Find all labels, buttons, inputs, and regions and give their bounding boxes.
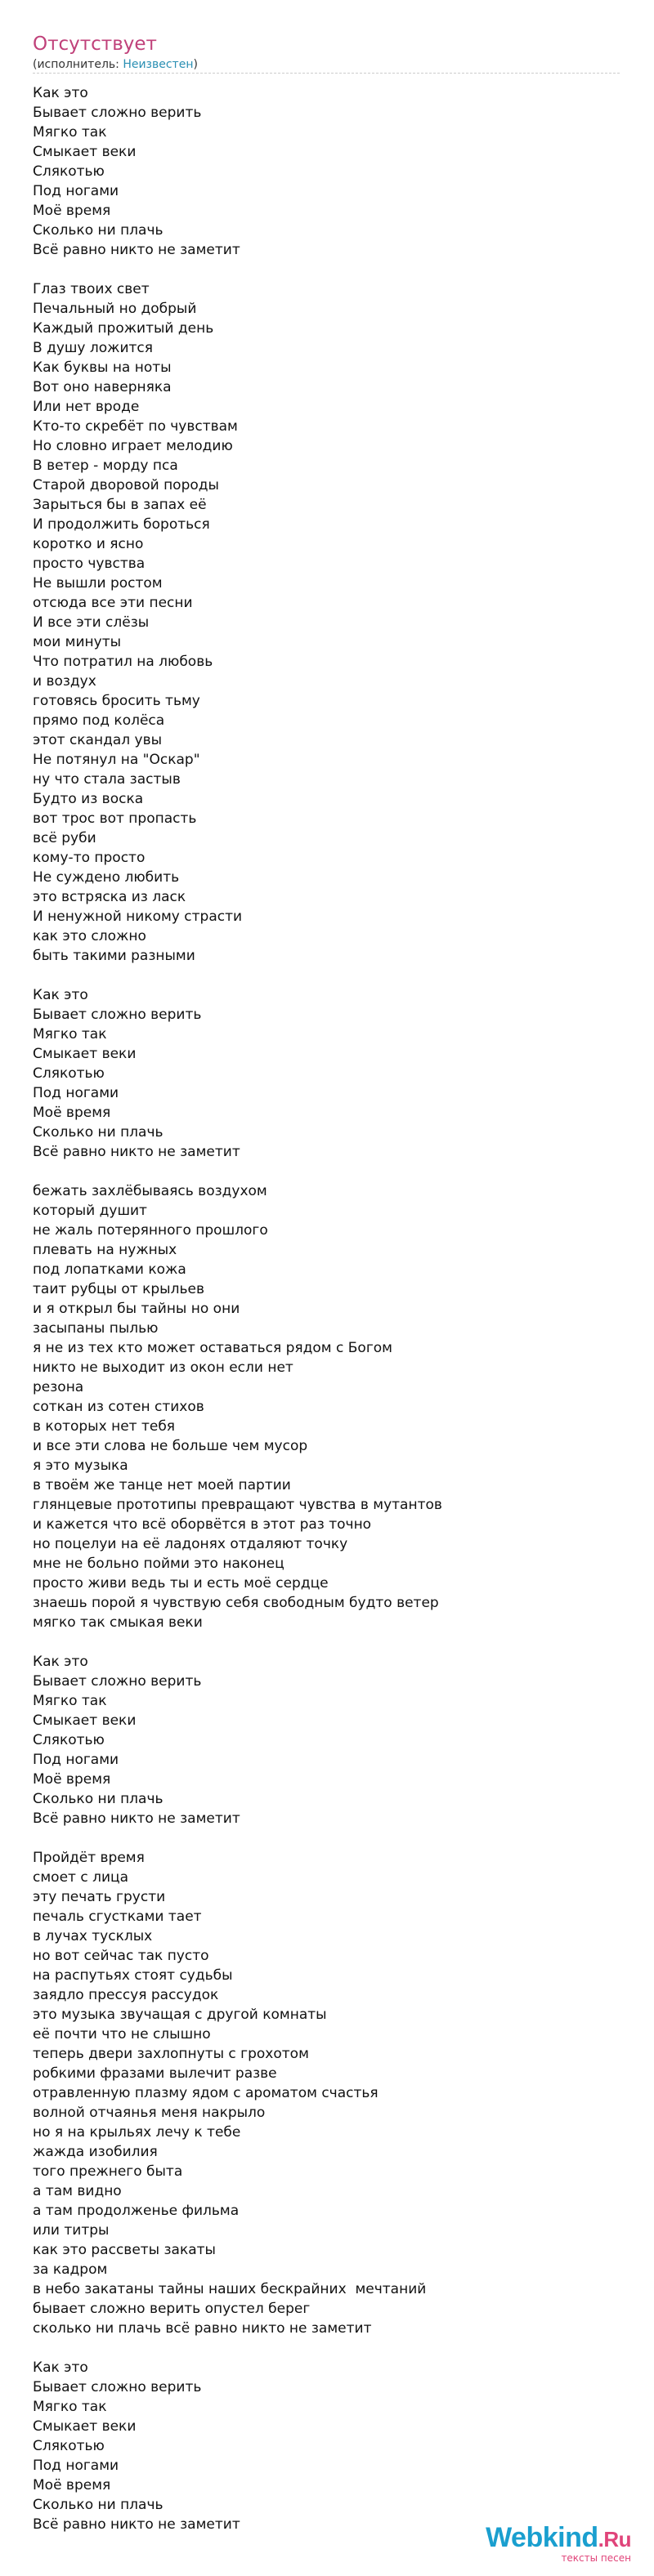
lyric-line: Мягко так [33, 124, 107, 141]
artist-link[interactable]: Неизвестен [123, 58, 194, 71]
subtitle-prefix: (исполнитель: [33, 58, 123, 71]
lyric-line: знаешь порой я чувствую себя свободным будто ветер [33, 1595, 439, 1611]
lyric-line: я не из тех кто может оставаться рядом с Богом [33, 1340, 392, 1356]
lyric-line: Под ногами [33, 183, 119, 199]
lyric-line: Бывает сложно верить [33, 2379, 202, 2395]
lyric-line: мне не больно пойми это наконец [33, 1556, 284, 1572]
lyric-line: всё руби [33, 830, 96, 846]
lyric-line: Сколько ни плачь [33, 222, 164, 239]
lyric-line: Всё равно никто не заметит [33, 1144, 240, 1160]
lyric-line: волной отчаянья меня накрыло [33, 2105, 266, 2121]
song-title: Отсутствует [33, 33, 157, 55]
lyric-line: на распутьях стоят судьбы [33, 1967, 233, 1984]
logo-main-text: Webkind [486, 2522, 598, 2553]
lyric-line: Как это [33, 987, 88, 1003]
lyric-line: Моё время [33, 2477, 111, 2493]
lyric-line: под лопатками кожа [33, 1261, 186, 1278]
lyric-line: никто не выходит из окон если нет [33, 1359, 293, 1376]
lyric-line: соткан из сотен стихов [33, 1399, 204, 1415]
lyric-line: просто живи ведь ты и есть моё сердце [33, 1575, 329, 1592]
lyric-line: смоет с лица [33, 1869, 128, 1886]
lyric-line: готовясь бросить тьму [33, 693, 200, 709]
lyric-line: Сколько ни плачь [33, 2497, 164, 2513]
lyric-line: отсюда все эти песни [33, 595, 193, 611]
lyric-line: Бывает сложно верить [33, 105, 202, 121]
lyric-line: Как это [33, 2359, 88, 2376]
lyric-line: И ненужной никому страсти [33, 909, 243, 925]
stanza-break [33, 1162, 629, 1181]
lyric-line: просто чувства [33, 556, 146, 572]
stanza-break [33, 1828, 629, 1848]
lyric-line: её почти что не слышно [33, 2026, 211, 2042]
lyric-line: Как буквы на ноты [33, 359, 172, 376]
lyric-line: как это рассветы закаты [33, 2242, 216, 2258]
lyric-line: Не потянул на "Оскар" [33, 752, 200, 768]
lyric-line: Смыкает веки [33, 1712, 137, 1729]
lyric-line: за кадром [33, 2261, 108, 2278]
lyric-line: И продолжить бороться [33, 516, 210, 533]
lyric-line: и воздух [33, 673, 96, 690]
site-logo[interactable] [486, 2523, 631, 2564]
lyric-line: Слякотью [33, 1065, 105, 1082]
lyric-line: не жаль потерянного прошлого [33, 1222, 268, 1239]
lyric-line: это музыка звучащая с другой комнаты [33, 2007, 327, 2023]
lyric-line: И все эти слёзы [33, 614, 150, 631]
lyric-line: в которых нет тебя [33, 1418, 176, 1435]
lyric-line: этот скандал увы [33, 732, 163, 748]
lyric-line: Как это [33, 1654, 88, 1670]
subtitle-suffix: ) [193, 58, 198, 71]
logo-wordmark [486, 2523, 631, 2554]
lyric-line: но я на крыльях лечу к тебе [33, 2124, 241, 2141]
lyric-line: глянцевые прототипы превращают чувства в мутантов [33, 1497, 442, 1513]
lyric-line: который душит [33, 1203, 147, 1219]
lyric-line: Старой дворовой породы [33, 477, 219, 493]
lyric-line: Мягко так [33, 2399, 107, 2415]
lyric-line: прямо под колёса [33, 712, 165, 729]
lyric-line: Моё время [33, 1771, 111, 1788]
lyric-line: и кажется что всё оборвётся в этот раз точно [33, 1516, 372, 1533]
lyric-line: Смыкает веки [33, 144, 137, 160]
lyric-line: вот трос вот пропасть [33, 810, 197, 827]
lyric-line: Зарыться бы в запах её [33, 497, 207, 513]
lyric-line: Под ногами [33, 1085, 119, 1101]
lyric-line: Кто-то скребёт по чувствам [33, 418, 238, 435]
lyric-line: Печальный но добрый [33, 301, 197, 317]
lyric-line: а там видно [33, 2183, 122, 2199]
lyric-line: Сколько ни плачь [33, 1791, 164, 1807]
lyric-line: Моё время [33, 203, 111, 219]
lyric-line: В ветер - морду пса [33, 458, 178, 474]
lyric-line: Слякотью [33, 1732, 105, 1748]
logo-tagline: тексты песен [561, 2552, 631, 2564]
lyric-line: Что потратил на любовь [33, 654, 213, 670]
lyric-line: Будто из воска [33, 791, 144, 807]
lyric-line: бывает сложно верить опустел берег [33, 2301, 311, 2317]
lyric-line: Смыкает веки [33, 1046, 137, 1062]
lyric-line: Вот оно наверняка [33, 379, 172, 395]
lyric-line: бежать захлёбываясь воздухом [33, 1183, 267, 1199]
lyric-line: Моё время [33, 1105, 111, 1121]
lyric-line: В душу ложится [33, 340, 154, 356]
lyric-line: Мягко так [33, 1026, 107, 1042]
lyric-line: мягко так смыкая веки [33, 1614, 203, 1631]
song-subtitle [33, 57, 621, 72]
lyric-line: Но словно играет мелодию [33, 438, 233, 454]
lyric-line: кому-то просто [33, 850, 146, 866]
lyric-line: но вот сейчас так пусто [33, 1948, 209, 1964]
lyric-line: Пройдёт время [33, 1850, 145, 1866]
lyric-line: Под ногами [33, 1752, 119, 1768]
song-header [33, 33, 621, 72]
lyric-line: и все эти слова не больше чем мусор [33, 1438, 308, 1454]
lyric-line: как это сложно [33, 928, 146, 944]
header-divider [33, 73, 620, 74]
lyric-line: Не вышли ростом [33, 575, 163, 592]
lyric-line: в небо закатаны тайны наших бескрайних мечтаний [33, 2281, 427, 2297]
lyric-line: Бывает сложно верить [33, 1007, 202, 1023]
lyric-line: Всё равно никто не заметит [33, 242, 240, 258]
lyric-line: печаль сгустками тает [33, 1909, 202, 1925]
lyric-line: Всё равно никто не заметит [33, 2516, 240, 2533]
lyric-line: Как это [33, 85, 88, 101]
lyric-line: в лучах тусклых [33, 1928, 153, 1944]
lyric-line: а там продолженье фильма [33, 2203, 240, 2219]
stanza-break [33, 2338, 629, 2358]
lyric-line: Каждый прожитый день [33, 320, 214, 337]
lyric-line: коротко и ясно [33, 536, 144, 552]
lyric-line: засыпаны пылью [33, 1320, 159, 1337]
lyric-line: ну что стала застыв [33, 771, 181, 788]
lyric-line: я это музыка [33, 1458, 128, 1474]
lyric-line: Глаз твоих свет [33, 281, 150, 297]
lyric-line: быть такими разными [33, 948, 195, 964]
lyric-line: или титры [33, 2222, 110, 2239]
lyric-line: Всё равно никто не заметит [33, 1810, 240, 1827]
lyric-line: робкими фразами вылечит разве [33, 2065, 277, 2082]
lyric-line: эту печать грусти [33, 1889, 166, 1905]
lyric-line: сколько ни плачь всё равно никто не заметит [33, 2320, 372, 2337]
stanza-break [33, 260, 629, 279]
lyric-line: Бывает сложно верить [33, 1673, 202, 1690]
lyrics-text [33, 83, 629, 2534]
lyric-line: мои минуты [33, 634, 122, 650]
lyric-line: резона [33, 1379, 84, 1395]
lyric-line: отравленную плазму ядом с ароматом счастья [33, 2085, 379, 2101]
lyric-line: и я открыл бы тайны но они [33, 1301, 240, 1317]
lyric-line: Смыкает веки [33, 2418, 137, 2435]
lyric-line: жажда изобилия [33, 2144, 158, 2160]
lyric-line: Слякотью [33, 163, 105, 180]
stanza-break [33, 1632, 629, 1652]
lyric-line: это встряска из ласк [33, 889, 186, 905]
lyric-line: Не суждено любить [33, 869, 180, 886]
lyric-line: плевать на нужных [33, 1242, 177, 1258]
logo-tld: .Ru [598, 2527, 631, 2551]
lyric-line: Под ногами [33, 2458, 119, 2474]
lyric-line: Сколько ни плачь [33, 1124, 164, 1141]
lyric-line: в твоём же танце нет моей партии [33, 1477, 291, 1493]
stanza-break [33, 966, 629, 985]
lyric-line: но поцелуи на её ладонях отдаляют точку [33, 1536, 348, 1552]
lyric-line: Слякотью [33, 2438, 105, 2454]
lyric-line: теперь двери захлопнуты с грохотом [33, 2046, 309, 2062]
lyric-line: того прежнего быта [33, 2163, 183, 2180]
lyric-line: таит рубцы от крыльев [33, 1281, 204, 1297]
lyric-line: Мягко так [33, 1693, 107, 1709]
lyric-line: Или нет вроде [33, 399, 140, 415]
lyric-line: заядло прессуя рассудок [33, 1987, 219, 2003]
